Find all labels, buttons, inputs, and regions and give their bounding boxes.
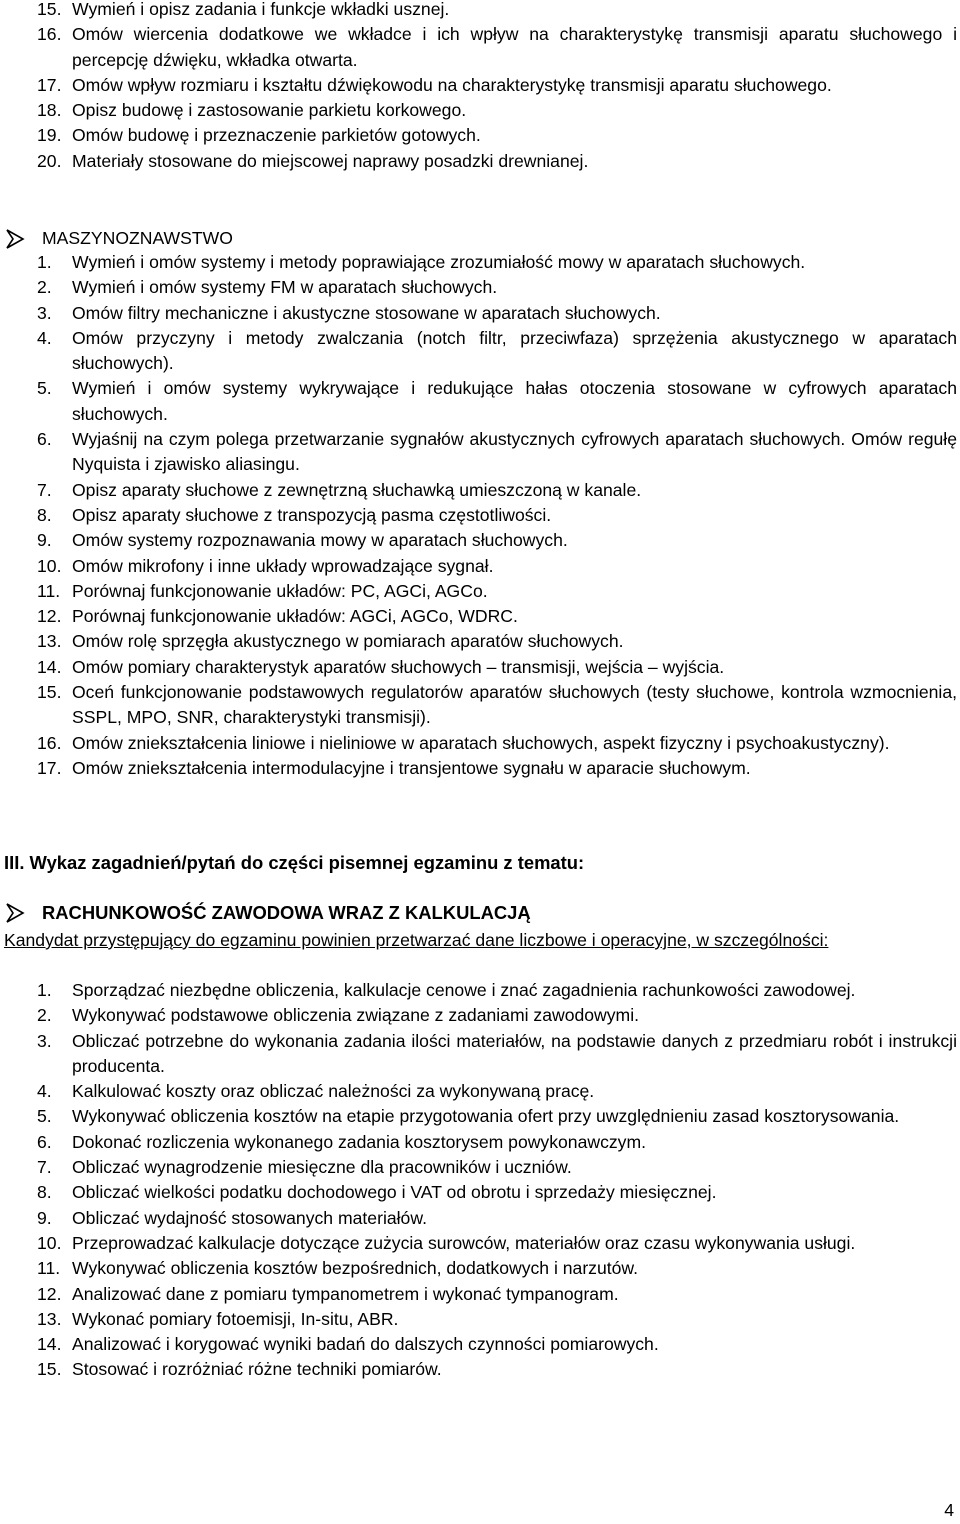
question-item: [37, 655, 957, 680]
item-number: 12.: [37, 606, 62, 627]
item-number: 6.: [37, 429, 52, 450]
item-text: Obliczać potrzebne do wykonania zadania ilości materiałów, na podstawie danych z przedmiaru robót i instrukcji producenta.: [72, 1030, 957, 1076]
page-number: 4: [944, 1500, 954, 1520]
item-text: Oceń funkcjonowanie podstawowych regulatorów aparatów słuchowych (testy słuchowe, kontrola wzmocnienia, SSPL, MPO, SNR, charakterystyki transmisji).: [72, 682, 957, 728]
item-text: Porównaj funkcjonowanie układów: AGCi, AGCo, WDRC.: [72, 606, 518, 627]
question-item: [37, 73, 957, 98]
skill-item: [37, 1104, 957, 1129]
rachunkowosc-list: [37, 978, 957, 1383]
question-item: [37, 528, 957, 553]
item-number: 7.: [37, 479, 52, 500]
skill-item: [37, 1256, 957, 1281]
item-text: Wymień i omów systemy i metody poprawiające zrozumiałość mowy w aparatach słuchowych.: [72, 252, 806, 272]
skill-item: [37, 1332, 957, 1357]
section-iii-heading: III. Wykaz zagadnień/pytań do części pisemnej egzaminu z tematu:: [4, 852, 585, 873]
item-number: 11.: [37, 1258, 61, 1279]
item-text: Dokonać rozliczenia wykonanego zadania kosztorysem powykonawczym.: [72, 1131, 647, 1152]
item-text: Kalkulować koszty oraz obliczać należności za wykonywaną pracę.: [72, 1081, 595, 1102]
item-number: 7.: [37, 1157, 52, 1178]
question-item: [37, 123, 957, 148]
item-number: 10.: [37, 555, 62, 576]
question-item: [37, 604, 957, 629]
item-text: Wykonać pomiary fotoemisji, In-situ, ABR.: [72, 1308, 399, 1329]
skill-item: [37, 1180, 957, 1205]
item-text: Analizować dane z pomiaru tympanometrem i wykonać tympanogram.: [72, 1283, 619, 1304]
skill-item: [37, 1206, 957, 1231]
question-item: [37, 427, 957, 478]
item-number: 14.: [37, 1334, 62, 1355]
item-number: 17.: [37, 74, 62, 95]
item-number: 5.: [37, 1106, 52, 1127]
question-item: [37, 478, 957, 503]
item-text: Obliczać wydajność stosowanych materiałów.: [72, 1207, 427, 1228]
heading-text: MASZYNOZNAWSTWO: [42, 228, 233, 249]
item-number: 16.: [37, 24, 62, 45]
item-text: Wymień i omów systemy wykrywające i redukujące hałas otoczenia stosowane w cyfrowych aparatach słuchowych.: [72, 378, 957, 424]
item-text: Omów filtry mechaniczne i akustyczne stosowane w aparatach słuchowych.: [72, 302, 661, 323]
item-text: Wykonywać podstawowe obliczenia związane z zadaniami zawodowymi.: [72, 1005, 640, 1026]
question-item: [37, 579, 957, 604]
item-number: 4.: [37, 1081, 52, 1102]
intro-paragraph: Kandydat przystępujący do egzaminu powinien przetwarzać dane liczbowe i operacyjne, w szczególności:: [4, 930, 829, 950]
question-item: [37, 326, 957, 377]
item-number: 3.: [37, 302, 52, 323]
skill-item: [37, 1282, 957, 1307]
item-number: 15.: [37, 1359, 62, 1380]
item-text: Omów mikrofony i inne układy wprowadzające sygnał.: [72, 555, 494, 576]
item-text: Opisz aparaty słuchowe z transpozycją pasma częstotliwości.: [72, 504, 552, 525]
skill-item: [37, 978, 957, 1003]
item-text: Opisz aparaty słuchowe z zewnętrzną słuchawką umieszczoną w kanale.: [72, 479, 642, 500]
skill-item: [37, 1155, 957, 1180]
item-number: 1.: [37, 980, 52, 1000]
question-item: [37, 301, 957, 326]
item-text: Omów pomiary charakterystyk aparatów słuchowych – transmisji, wejścia – wyjścia.: [72, 656, 725, 677]
question-item: [37, 756, 957, 781]
question-item: [37, 250, 957, 275]
skill-item: [37, 1130, 957, 1155]
question-item: [37, 554, 957, 579]
skill-item: [37, 1357, 957, 1382]
item-number: 20.: [37, 150, 62, 171]
item-number: 2.: [37, 1005, 52, 1026]
item-number: 8.: [37, 504, 52, 525]
item-number: 15.: [37, 682, 62, 703]
item-text: Stosować i rozróżniać różne techniki pomiarów.: [72, 1359, 442, 1380]
section-heading-maszynoznawstwo: [4, 226, 233, 252]
item-text: Omów wpływ rozmiaru i kształtu dźwiękowodu na charakterystykę transmisji aparatu słuchowego.: [72, 74, 832, 95]
section-heading-rachunkowosc: [4, 900, 531, 926]
question-item: [37, 0, 957, 22]
skill-item: [37, 1307, 957, 1332]
item-number: 19.: [37, 125, 62, 146]
item-number: 18.: [37, 100, 62, 121]
item-number: 12.: [37, 1283, 62, 1304]
question-item: [37, 503, 957, 528]
item-text: Wykonywać obliczenia kosztów bezpośrednich, dodatkowych i narzutów.: [72, 1258, 639, 1279]
item-text: Omów zniekształcenia intermodulacyjne i transjentowe sygnału w aparacie słuchowym.: [72, 757, 751, 778]
item-text: Omów przyczyny i metody zwalczania (notch filtr, przeciwfaza) sprzężenia akustycznego w aparatach słuchowych).: [72, 327, 957, 374]
skill-item: [37, 1231, 957, 1256]
question-item: [37, 731, 957, 756]
question-item: [37, 149, 957, 174]
skill-item: [37, 1003, 957, 1028]
item-text: Omów systemy rozpoznawania mowy w aparatach słuchowych.: [72, 530, 568, 551]
item-number: 8.: [37, 1182, 52, 1203]
question-item: [37, 376, 957, 427]
heading-text: RACHUNKOWOŚĆ ZAWODOWA WRAZ Z KALKULACJĄ: [42, 902, 531, 923]
item-text: Wyjaśnij na czym polega przetwarzanie sygnałów akustycznych cyfrowych aparatach słuchowych. Omów regułę Nyquista i zjawisko aliasingu.: [72, 429, 957, 475]
skill-item: [37, 1079, 957, 1104]
item-text: Przeprowadzać kalkulacje dotyczące zużycia surowców, materiałów oraz czasu wykonywania usługi.: [72, 1232, 856, 1253]
item-number: 2.: [37, 277, 52, 298]
question-item: [37, 275, 957, 300]
item-text: Porównaj funkcjonowanie układów: PC, AGCi, AGCo.: [72, 580, 488, 601]
item-number: 9.: [37, 1207, 52, 1228]
item-number: 3.: [37, 1030, 52, 1051]
item-text: Wymień i opisz zadania i funkcje wkładki usznej.: [72, 0, 450, 19]
question-item: [37, 629, 957, 654]
item-number: 6.: [37, 1131, 52, 1152]
item-text: Obliczać wynagrodzenie miesięczne dla pracowników i uczniów.: [72, 1157, 572, 1178]
item-text: Omów wiercenia dodatkowe we wkładce i ich wpływ na charakterystykę transmisji aparatu słuchowego i percepcję dźwięku, wkładka otwarta.: [72, 24, 957, 70]
item-number: 9.: [37, 530, 52, 551]
arrowhead-bullet-icon: [4, 902, 26, 924]
question-list-continued: [37, 0, 957, 174]
question-item: [37, 680, 957, 731]
question-item: [37, 22, 957, 73]
item-number: 13.: [37, 1308, 62, 1329]
item-text: Opisz budowę i zastosowanie parkietu korkowego.: [72, 100, 467, 121]
item-text: Obliczać wielkości podatku dochodowego i VAT od obrotu i sprzedaży miesięcznej.: [72, 1182, 717, 1203]
item-text: Materiały stosowane do miejscowej naprawy posadzki drewnianej.: [72, 150, 589, 171]
item-text: Omów zniekształcenia liniowe i nieliniowe w aparatach słuchowych, aspekt fizyczny i psychoakustyczny).: [72, 732, 890, 753]
item-number: 1.: [37, 252, 52, 272]
item-text: Omów budowę i przeznaczenie parkietów gotowych.: [72, 125, 481, 146]
item-number: 5.: [37, 378, 52, 399]
item-number: 16.: [37, 732, 62, 753]
question-item: [37, 98, 957, 123]
item-number: 11.: [37, 580, 61, 601]
item-number: 14.: [37, 656, 62, 677]
item-number: 17.: [37, 757, 62, 778]
item-number: 4.: [37, 327, 52, 348]
item-number: 10.: [37, 1232, 62, 1253]
item-text: Sporządzać niezbędne obliczenia, kalkulacje cenowe i znać zagadnienia rachunkowości zawodowej.: [72, 980, 856, 1000]
item-text: Wymień i omów systemy FM w aparatach słuchowych.: [72, 277, 498, 298]
item-number: 15.: [37, 0, 62, 19]
item-number: 13.: [37, 631, 62, 652]
item-text: Wykonywać obliczenia kosztów na etapie przygotowania ofert przy uwzględnieniu zasad kosztorysowania.: [72, 1106, 900, 1127]
maszynoznawstwo-list: [37, 250, 957, 781]
arrowhead-bullet-icon: [4, 228, 26, 250]
item-text: Analizować i korygować wyniki badań do dalszych czynności pomiarowych.: [72, 1334, 659, 1355]
item-text: Omów rolę sprzęgła akustycznego w pomiarach aparatów słuchowych.: [72, 631, 624, 652]
skill-item: [37, 1029, 957, 1080]
